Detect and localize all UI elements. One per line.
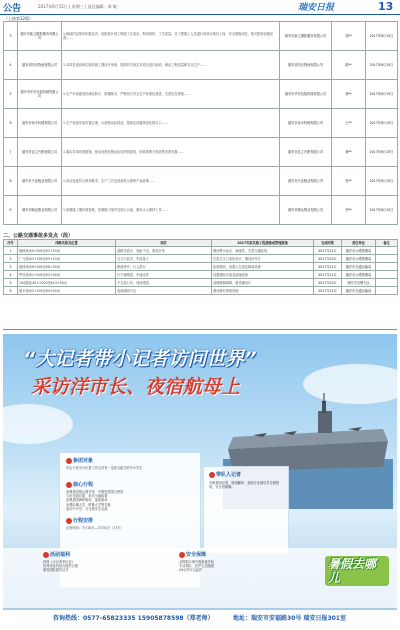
summer-badge: 暑假去哪儿 [325,556,389,586]
table-row [4,271,398,279]
responsible-unit: 瑞安市阳光物流有限公司 [280,51,332,80]
company-name: 瑞安市亿立汽配有限公司 [18,138,62,167]
table-row [4,80,398,109]
content-text: 1.项目选址符合规划要求，生产工艺及设备符合国家产业政策…… [62,167,280,196]
table-row [4,263,398,271]
contact-person: 黄** [332,138,366,167]
itinerary-item: 参观美国国会图书馆、中国驻美国大使馆 [66,490,124,494]
itinerary-item: 与市长面对面，采访当地政要 [66,494,108,499]
itinerary-item: 参观美国海军航母，夜宿航母 [66,498,108,503]
column-header: 现状 [116,240,212,247]
road-name: 瑞平线(K2+500至K4+000) [18,287,116,295]
row-number: 6 [4,109,18,138]
safety-heading: 安全保障 [179,551,206,558]
row-number: 4 [4,51,18,80]
road-name: 广飞线(K3+200至K5+100) [18,255,116,263]
road-status: 交叉口较多，车流量大 [116,255,212,263]
road-name: 瑞枫线(K0+000至K2+500) [18,247,116,255]
contact-address: 地址：瑞安市安福路30号 瑞安日报301室 [233,615,346,622]
divider [3,329,397,330]
table-row [4,167,398,196]
responsible-unit: 瑞安市兴业鞋业有限公司 [280,167,332,196]
person-icon [209,472,215,478]
company-name: 瑞安市阳光物流有限公司 [18,51,62,80]
responsible-unit: 瑞安市公路管理局 [342,271,376,279]
deadline: 2017年11月 [314,271,342,279]
date: 2017年6月15日 [366,51,398,80]
section2-title: 二、公路交通事故多发点（段） [3,233,74,239]
contact-person: 张** [332,167,366,196]
announcement-table [3,21,398,225]
column-header: 责任单位 [342,240,376,247]
note [376,255,398,263]
content-text: 1.生产车间建设应满足防火、防爆要求，严格执行安全生产标准化建设，完善应急预案…… [62,80,280,109]
newspaper-logo: 瑞安日报 [298,3,335,13]
advertisement [3,334,397,626]
itinerary-item: 参观哈佛大学、耶鲁大学等名校 [66,502,111,507]
target-icon [66,458,72,464]
row-number: 1 [4,247,18,255]
star-icon [66,482,72,488]
table-row [4,22,398,51]
target-audience-text: 有志于成为小记者工作且具有一定综合能力的中小学生 [66,466,143,470]
responsible-unit: 瑞安市公路管理局 [342,247,376,255]
section-name: 公告 [3,4,22,14]
company-name: 瑞安市新立摄影服务有限公司 [18,22,62,51]
row-number: 7 [4,138,18,167]
core-itinerary-heading: 核心行程 [66,481,93,488]
row-number: 6 [4,287,18,295]
ad-subheadline: 采访洋市长、夜宿航母上 [31,376,241,398]
accident-hotspot-table [3,239,398,295]
road-name: 罗凤线(K1+000至K3+000) [18,271,116,279]
content-text: 1.租地约定使用年限以内，经批准计划工程施工完成后，利用材料、工艺质量，对工程施工人员进行培训合格后上岗，安全措施到位，相关配套设施完善…… [62,22,280,51]
road-status: 长下坡路段，车速过快 [116,271,212,279]
responsible-unit: 瑞安市交通运输局 [342,263,376,271]
table-row [4,279,398,287]
safety-item: 专业领队、医护人员随团 [179,564,215,569]
responsible-unit: 瑞安市新立摄影服务有限公司 [280,22,332,51]
benefits-heading: 活动福利 [43,551,70,558]
deadline: 2017年10月 [314,255,342,263]
itinerary-list [66,490,194,511]
contact-person: 林** [332,80,366,109]
planned-measure: 拓宽路面，设置人行道及隔离设施 [212,263,314,271]
table-row [4,255,398,263]
road-status: 夜间照明不足 [116,287,212,295]
date: 2017年6月15日 [366,167,398,196]
column-header: 线路名称及位置 [18,240,116,247]
table-row [4,109,398,138]
responsible-unit: 瑞安市伟丰机械有限公司 [280,109,332,138]
row-number: 2 [4,255,18,263]
benefit-item: 优秀作品刊登在瑞安日报 [43,564,79,569]
planned-measure: 增设路灯照明设施 [212,287,314,295]
content-text: 1.加强施工期环境管理，控制施工噪声及扬尘污染，做好水土保持工作…… [62,196,280,225]
table-row [4,51,398,80]
responsible-unit: 瑞安市顺达塑业有限公司 [280,196,332,225]
gift-icon [43,552,49,558]
table-row [4,138,398,167]
row-number: 9 [4,196,18,225]
company-name: 瑞安市伟丰机械有限公司 [18,109,62,138]
leader-text: 专职带团记者、资深翻译、营地专业辅导员全程陪同，安全有保障。 [209,481,280,490]
benefit-item: 获得《小记者采访证》 [43,560,75,564]
leader-heading: 带队人记者 [209,471,241,478]
road-status: 路面狭窄，行人混行 [116,263,212,271]
responsible-unit: 瑞安市华东包装机械有限公司 [280,80,332,109]
table-row [4,196,398,225]
content-text: 1.对项目建设单位组织施工图设计审查，按照有关规定对项目进行验收，保证工程质量和安全生产…… [62,51,280,80]
company-name: 瑞安市顺达塑业有限公司 [18,196,62,225]
note [376,263,398,271]
row-number: 4 [4,271,18,279]
note [376,247,398,255]
benefit-item: 颁发国际游学证书 [43,568,69,573]
benefits-list [43,560,163,573]
row-number: 3 [4,22,18,51]
table-row [4,287,398,295]
cloud-decoration [3,404,73,444]
deadline: 2017年10月 [314,279,342,287]
contact-person: 周** [332,22,366,51]
note [376,287,398,295]
safety-item: 24小时安全监护 [179,568,203,573]
note [376,271,398,279]
responsible-unit: 瑞安市公路管理局 [342,255,376,263]
content-text: 1.落实各项环保措施，废水经预处理达标后纳管排放，固体废物分类收集妥善处置…… [62,138,280,167]
contact-person: 陈** [332,51,366,80]
schedule-heading: 行程安排 [66,517,93,524]
schedule-text: 出发时间：7月15日—7月31日（17天） [66,526,124,530]
company-name: 瑞安市兴业鞋业有限公司 [18,167,62,196]
column-header: 备注 [376,240,398,247]
date: 2017年6月15日 [366,22,398,51]
contact-bar [3,610,397,626]
deadline: 2017年12月 [314,247,342,255]
contact-person: 李** [332,196,366,225]
responsible-unit: 瑞安市交通运输局 [342,287,376,295]
itinerary-item: 参访中小学，与当地学生交流 [66,506,108,511]
row-number: 8 [4,167,18,196]
safety-list [179,560,299,573]
target-audience-heading: 参团对象 [66,457,93,464]
road-status: 平交道口多，视线受阻 [116,279,212,287]
road-status: 道路弯道多，视距不良，事故多发 [116,247,212,255]
planned-measure: 增设警示标志、减速带，完善交通标线 [212,247,314,255]
row-number: 3 [4,263,18,271]
date: 2017年6月15日 [366,109,398,138]
deadline: 2017年12月 [314,263,342,271]
issue-meta: 2017年6月15日 | 星期三 | 责任编辑：周 敏 [38,4,117,9]
leader-panel [203,466,289,554]
deadline: 2017年12月 [314,287,342,295]
planned-measure: 完善交叉口渠化设计，增设信号灯 [212,255,314,263]
planned-measure: 清理路侧障碍，增设爆闪灯 [212,279,314,287]
road-name: 瑞林线(K6+000至K8+300) [18,263,116,271]
responsible-unit: 瑞安市交警大队 [342,279,376,287]
column-header: 完成时限 [314,240,342,247]
page-number: 13 [378,0,394,13]
planned-measure: 设置避险车道及测速设备 [212,271,314,279]
note [376,279,398,287]
contact-phone: 咨询热线：0577-65823335 15905878598（郑老师） [53,615,214,622]
company-name: 瑞安市华东包装机械有限公司 [18,80,62,109]
continued-label: （上接第12版） [4,16,34,21]
road-name: 104国道(K12+000至K14+500) [18,279,116,287]
date: 2017年6月15日 [366,196,398,225]
shield-icon [179,552,185,558]
date: 2017年6月15日 [366,138,398,167]
row-number: 5 [4,80,18,109]
date: 2017年6月15日 [366,80,398,109]
column-header: 序号 [4,240,18,247]
safety-item: 全程购买境外旅游意外险 [179,560,215,564]
content-text: 1.生产设备安装布置合理，污染物达标排放，按规定设置规范化排污口…… [62,109,280,138]
column-header: 2017年拟实施工程措施或管理措施 [212,240,314,247]
responsible-unit: 瑞安市亿立汽配有限公司 [280,138,332,167]
row-number: 5 [4,279,18,287]
calendar-icon [66,518,72,524]
ad-headline: “大记者带小记者访问世界” [23,348,257,370]
page-header [0,0,400,15]
table-row [4,247,398,255]
contact-person: 王** [332,109,366,138]
